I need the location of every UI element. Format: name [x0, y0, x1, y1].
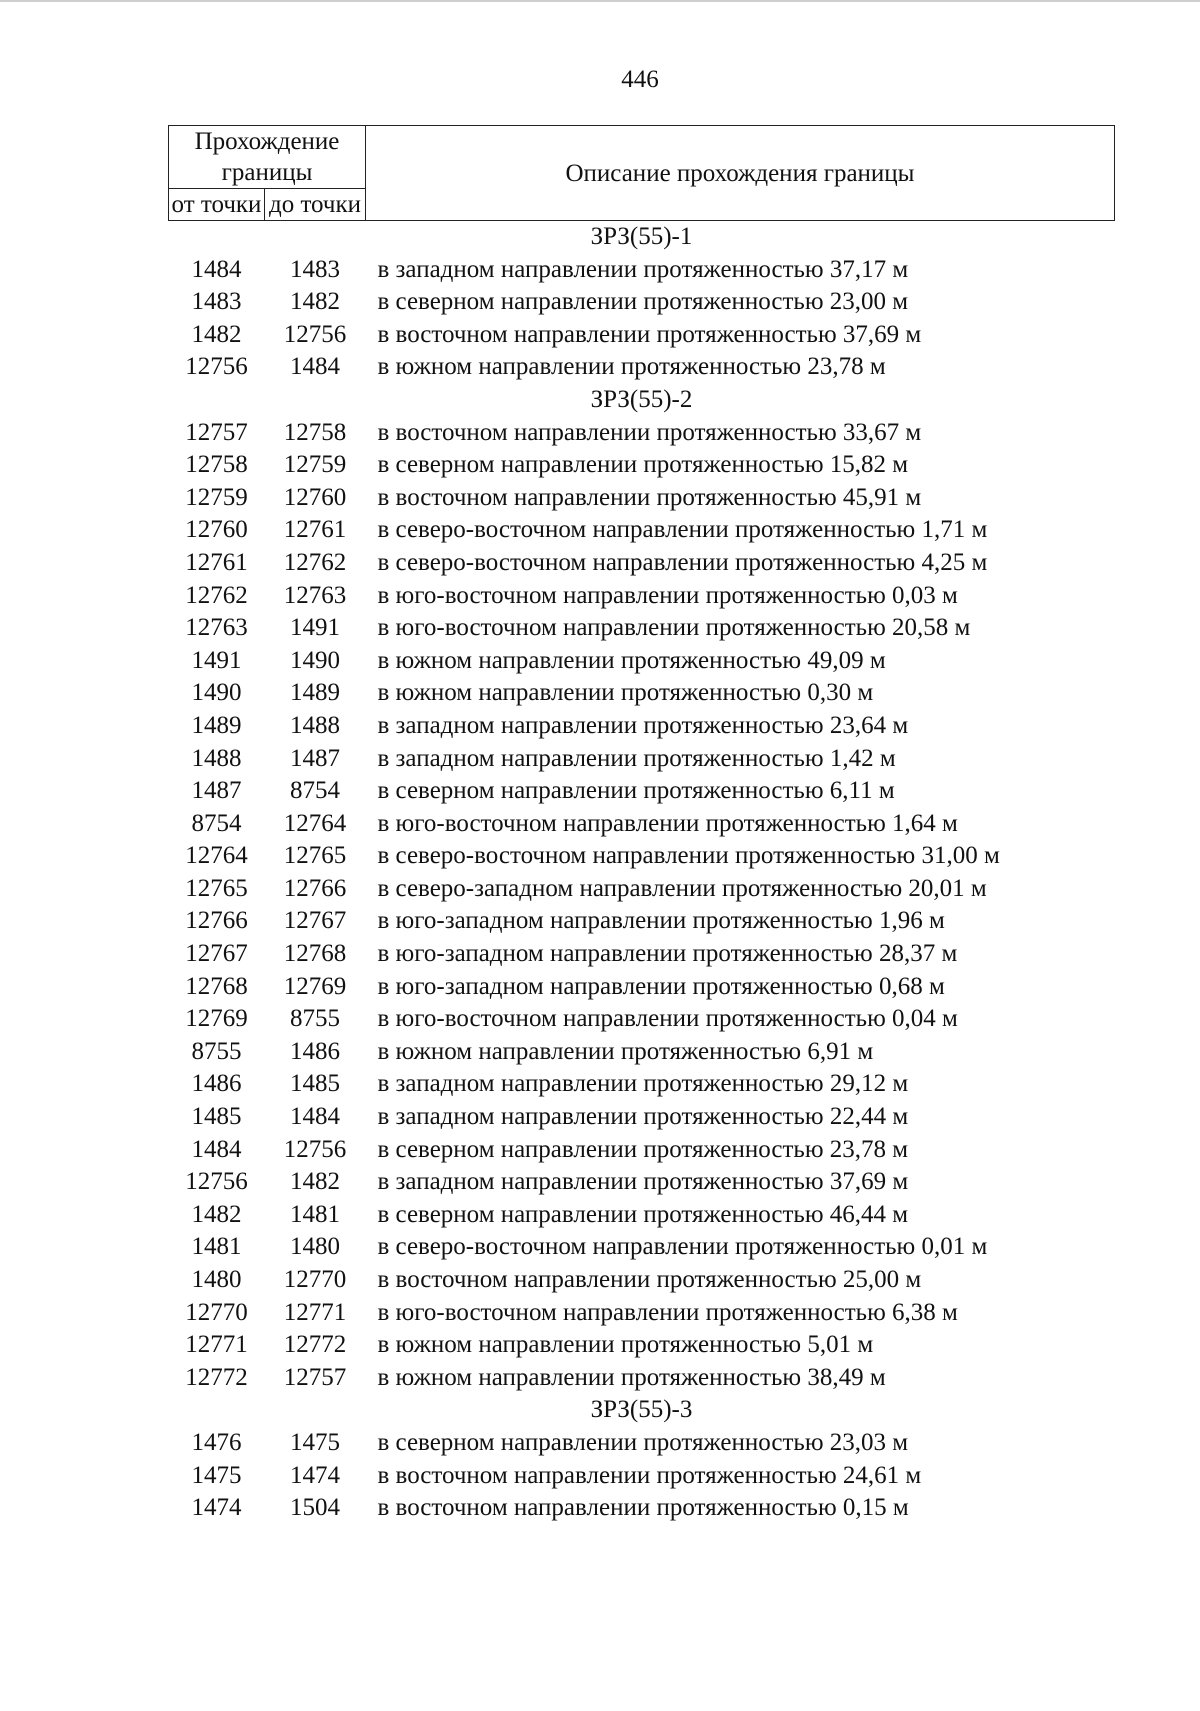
description-cell: в южном направлении протяженностью 6,91 м [377, 1037, 874, 1065]
from-point-cell: 1486 [191, 1070, 242, 1098]
table-row [169, 1460, 1115, 1493]
table-row [169, 1362, 1115, 1395]
description-cell: в западном направлении протяженностью 37,17 м [377, 255, 909, 283]
description-cell: в восточном направлении протяженностью 25,00 м [377, 1266, 922, 1293]
from-point-cell: 1482 [191, 1200, 242, 1228]
to-point-cell: 1486 [290, 1037, 340, 1065]
from-point-cell: 12770 [185, 1298, 248, 1326]
description-cell: в юго-западном направлении протяженностью 0,68 м [377, 972, 945, 1000]
table-row [169, 612, 1115, 645]
from-point-cell: 12767 [185, 940, 248, 968]
from-point-cell: 12760 [185, 516, 248, 544]
description-cell: в южном направлении протяженностью 5,01 м [377, 1331, 874, 1359]
to-point-cell: 12758 [283, 418, 347, 446]
from-point-cell: 12758 [185, 451, 248, 479]
table-row [169, 905, 1115, 938]
section-title: ЗРЗ(55)-2 [590, 385, 693, 413]
from-point-cell: 12772 [185, 1363, 248, 1391]
page-number: 446 [621, 66, 659, 93]
from-point-cell: 1474 [191, 1494, 242, 1522]
from-point-cell: 12762 [185, 581, 248, 609]
table-row [169, 254, 1115, 287]
section-title: ЗРЗ(55)-1 [590, 223, 693, 250]
table-row [169, 319, 1115, 352]
table-row [169, 1264, 1115, 1297]
description-cell: в юго-восточном направлении протяженностью 0,03 м [377, 581, 958, 609]
to-point-cell: 1483 [290, 255, 340, 283]
description-cell: в северном направлении протяженностью 23,78 м [377, 1135, 909, 1163]
from-point-cell: 1491 [191, 646, 242, 674]
from-point-cell: 1485 [191, 1103, 242, 1131]
to-point-cell: 1484 [290, 353, 340, 381]
to-point-cell: 12762 [283, 548, 347, 576]
table-row [169, 1329, 1115, 1362]
to-point-cell: 1490 [290, 646, 340, 674]
to-point-cell: 1484 [290, 1103, 340, 1131]
page-top-edge [0, 0, 1200, 2]
header-description: Описание прохождения границы [366, 126, 1115, 221]
from-point-cell: 12771 [185, 1331, 248, 1359]
from-point-cell: 12761 [185, 548, 248, 576]
table-header-row [169, 126, 1115, 189]
description-cell: в южном направлении протяженностью 0,30 м [377, 679, 874, 707]
from-point-cell: 1487 [191, 777, 242, 805]
to-point-cell: 12760 [283, 483, 347, 511]
table-row [169, 1003, 1115, 1036]
to-point-cell: 1491 [290, 614, 340, 642]
from-point-cell: 1481 [191, 1233, 242, 1261]
header-to-point: до точки [265, 189, 366, 221]
from-point-cell: 12759 [185, 483, 248, 511]
description-cell: в восточном направлении протяженностью 24,61 м [377, 1461, 922, 1489]
to-point-cell: 8755 [290, 1005, 340, 1033]
from-point-cell: 12763 [185, 614, 248, 642]
description-cell: в восточном направлении протяженностью 0,15 м [377, 1494, 909, 1522]
table-row [169, 482, 1115, 515]
to-point-cell: 12763 [283, 581, 347, 609]
to-point-cell: 12759 [283, 451, 347, 479]
description-cell: в западном направлении протяженностью 29,12 м [377, 1070, 909, 1098]
description-cell: в юго-западном направлении протяженностью 28,37 м [377, 940, 958, 968]
table-row [169, 286, 1115, 319]
from-point-cell: 1483 [191, 288, 242, 316]
to-point-cell: 12757 [283, 1363, 347, 1391]
section-header-row [169, 221, 1115, 254]
header-from-point: от точки [169, 189, 265, 221]
to-point-cell: 1482 [290, 288, 340, 316]
from-point-cell: 1484 [191, 1135, 242, 1163]
table-row [169, 449, 1115, 482]
to-point-cell: 1488 [290, 711, 340, 739]
from-point-cell: 12765 [185, 874, 248, 902]
table-row [169, 351, 1115, 384]
table-row [169, 775, 1115, 808]
from-point-cell: 12756 [185, 353, 248, 381]
table-row [169, 1427, 1115, 1460]
table-row [169, 743, 1115, 776]
to-point-cell: 12756 [283, 320, 347, 348]
description-cell: в северо-восточном направлении протяженностью 0,01 м [377, 1233, 988, 1261]
to-point-cell: 12772 [283, 1331, 347, 1359]
description-cell: в западном направлении протяженностью 1,42 м [377, 744, 896, 772]
table-row [169, 547, 1115, 580]
to-point-cell: 12764 [283, 809, 347, 837]
description-cell: в северном направлении протяженностью 6,11 м [377, 777, 895, 805]
from-point-cell: 1480 [191, 1266, 242, 1293]
from-point-cell: 8755 [191, 1037, 242, 1065]
table-row [169, 1068, 1115, 1101]
to-point-cell: 8754 [290, 777, 340, 805]
to-point-cell: 12771 [283, 1298, 347, 1326]
table-row [169, 1199, 1115, 1232]
table-row [169, 1492, 1115, 1525]
description-cell: в южном направлении протяженностью 49,09 м [377, 646, 886, 674]
to-point-cell: 12769 [283, 972, 347, 1000]
boundary-table [168, 125, 1115, 1525]
table-row [169, 1036, 1115, 1069]
description-cell: в южном направлении протяженностью 23,78 м [377, 353, 886, 381]
description-cell: в северо-восточном направлении протяженностью 31,00 м [377, 842, 1000, 870]
to-point-cell: 1481 [290, 1200, 340, 1228]
from-point-cell: 12757 [185, 418, 248, 446]
from-point-cell: 12769 [185, 1005, 248, 1033]
description-cell: в северном направлении протяженностью 15,82 м [377, 451, 909, 479]
to-point-cell: 12767 [283, 907, 347, 935]
description-cell: в юго-восточном направлении протяженностью 20,58 м [377, 614, 971, 642]
table-row [169, 1231, 1115, 1264]
to-point-cell: 1475 [290, 1428, 340, 1456]
to-point-cell: 1487 [290, 744, 340, 772]
to-point-cell: 1474 [290, 1461, 340, 1489]
from-point-cell: 12756 [185, 1168, 248, 1196]
table-row [169, 808, 1115, 841]
to-point-cell: 12770 [283, 1266, 347, 1293]
to-point-cell: 12768 [283, 940, 347, 968]
description-cell: в западном направлении протяженностью 23,64 м [377, 711, 909, 739]
to-point-cell: 1480 [290, 1233, 340, 1261]
description-cell: в северо-восточном направлении протяженностью 1,71 м [377, 516, 988, 544]
to-point-cell: 1489 [290, 679, 340, 707]
to-point-cell: 1485 [290, 1070, 340, 1098]
to-point-cell: 12766 [283, 874, 347, 902]
table-row [169, 677, 1115, 710]
table-row [169, 514, 1115, 547]
table-row [169, 873, 1115, 906]
table-row [169, 938, 1115, 971]
from-point-cell: 1490 [191, 679, 242, 707]
description-cell: в западном направлении протяженностью 22,44 м [377, 1103, 909, 1131]
description-cell: в юго-восточном направлении протяженностью 6,38 м [377, 1298, 958, 1326]
description-cell: в северном направлении протяженностью 23,00 м [377, 288, 909, 316]
description-cell: в северо-восточном направлении протяженностью 4,25 м [377, 548, 988, 576]
table-row [169, 840, 1115, 873]
description-cell: в юго-западном направлении протяженностью 1,96 м [377, 907, 945, 935]
table-row [169, 971, 1115, 1004]
description-cell: в восточном направлении протяженностью 33,67 м [377, 418, 922, 446]
from-point-cell: 12766 [185, 907, 248, 935]
to-point-cell: 1482 [290, 1168, 340, 1196]
from-point-cell: 1489 [191, 711, 242, 739]
to-point-cell: 12765 [283, 842, 347, 870]
description-cell: в северном направлении протяженностью 46,44 м [377, 1200, 909, 1228]
description-cell: в восточном направлении протяженностью 37,69 м [377, 320, 922, 348]
table-row [169, 710, 1115, 743]
from-point-cell: 12768 [185, 972, 248, 1000]
table-row [169, 645, 1115, 678]
to-point-cell: 12756 [283, 1135, 347, 1163]
section-title: ЗРЗ(55)-3 [590, 1396, 693, 1424]
table-row [169, 580, 1115, 613]
description-cell: в юго-восточном направлении протяженностью 0,04 м [377, 1005, 958, 1033]
from-point-cell: 1484 [191, 255, 242, 283]
from-point-cell: 1475 [191, 1461, 242, 1489]
from-point-cell: 1476 [191, 1428, 242, 1456]
description-cell: в юго-восточном направлении протяженностью 1,64 м [377, 809, 958, 837]
to-point-cell: 12761 [283, 516, 347, 544]
table-row [169, 1297, 1115, 1330]
description-cell: в северном направлении протяженностью 23,03 м [377, 1428, 909, 1456]
description-cell: в северо-западном направлении протяженностью 20,01 м [377, 874, 987, 902]
section-header-row [169, 1394, 1115, 1427]
header-passage-group: Прохождение границы [169, 126, 366, 189]
description-cell: в восточном направлении протяженностью 45,91 м [377, 483, 922, 511]
from-point-cell: 8754 [191, 809, 242, 837]
table-body [169, 221, 1115, 1525]
to-point-cell: 1504 [290, 1494, 340, 1522]
table-row [169, 1101, 1115, 1134]
table-row [169, 1166, 1115, 1199]
from-point-cell: 12764 [185, 842, 248, 870]
from-point-cell: 1482 [191, 320, 242, 348]
description-cell: в южном направлении протяженностью 38,49 м [377, 1363, 886, 1391]
table-row [169, 417, 1115, 450]
from-point-cell: 1488 [191, 744, 242, 772]
section-header-row [169, 384, 1115, 417]
table-row [169, 1134, 1115, 1167]
description-cell: в западном направлении протяженностью 37,69 м [377, 1168, 909, 1196]
